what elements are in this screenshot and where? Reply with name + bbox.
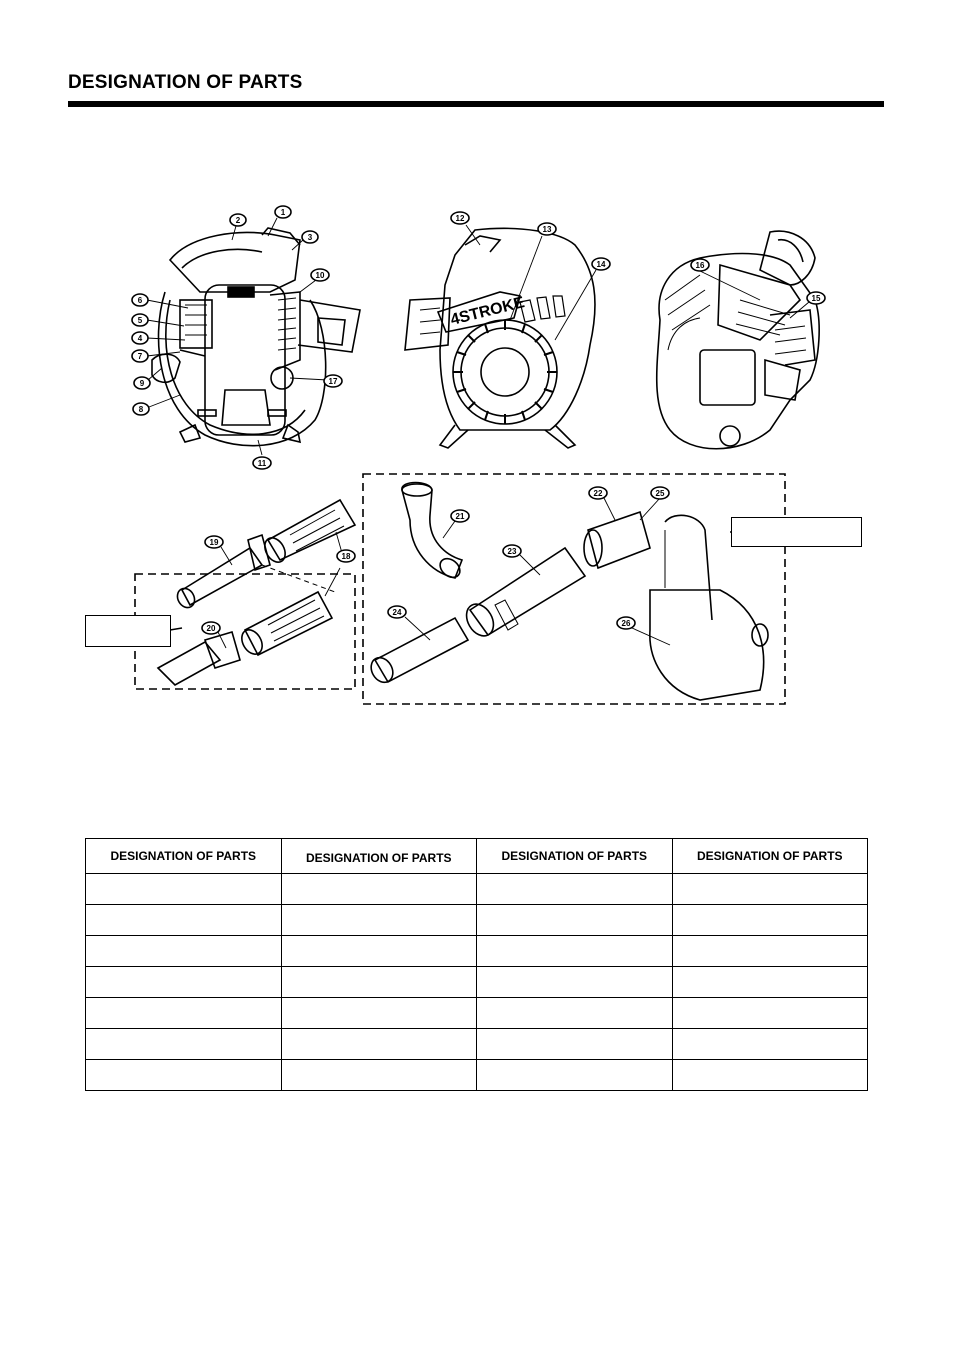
- table-row: [86, 1029, 868, 1060]
- svg-text:12: 12: [455, 214, 465, 223]
- callout-17: [324, 375, 342, 387]
- callout-14: [592, 258, 610, 270]
- table-row: [86, 1060, 868, 1091]
- callout-21: [451, 510, 469, 522]
- callout-26: [617, 617, 635, 629]
- callout-11: [253, 457, 271, 469]
- callout-1: [275, 206, 291, 218]
- blower-pipes: [158, 500, 355, 685]
- callout-23: [503, 545, 521, 557]
- svg-text:14: 14: [596, 260, 606, 269]
- svg-text:17: 17: [328, 377, 338, 386]
- table-cell: [672, 936, 868, 967]
- table-cell: [672, 998, 868, 1029]
- table-cell: [281, 967, 477, 998]
- table-cell: [477, 967, 673, 998]
- callout-12: [451, 212, 469, 224]
- svg-text:20: 20: [206, 624, 216, 633]
- table-cell: [281, 936, 477, 967]
- svg-text:10: 10: [315, 271, 325, 280]
- blower-side-view: [657, 231, 819, 449]
- svg-text:11: 11: [257, 459, 267, 468]
- callout-15: [807, 292, 825, 304]
- svg-text:21: 21: [455, 512, 465, 521]
- callout-25: [651, 487, 669, 499]
- table-cell: [281, 905, 477, 936]
- blower-front-view: [152, 228, 360, 446]
- nozzle-label-box: [85, 615, 171, 647]
- callout-16: [691, 259, 709, 271]
- svg-text:24: 24: [392, 608, 402, 617]
- svg-text:5: 5: [137, 316, 143, 325]
- table-cell: [86, 1060, 282, 1091]
- svg-text:4: 4: [137, 334, 143, 343]
- table-cell: [86, 998, 282, 1029]
- callout-5: [132, 314, 148, 326]
- callout-4: [132, 332, 148, 344]
- table-cell: [672, 905, 868, 936]
- callout-19: [205, 536, 223, 548]
- callout-7: [132, 350, 148, 362]
- table-cell: [477, 1060, 673, 1091]
- page-title: DESIGNATION OF PARTS: [68, 72, 303, 93]
- table-row: [86, 998, 868, 1029]
- svg-text:23: 23: [507, 547, 517, 556]
- callout-22: [589, 487, 607, 499]
- table-cell: [672, 1029, 868, 1060]
- callout-3: [302, 231, 318, 243]
- svg-text:15: 15: [811, 294, 821, 303]
- callout-9: [134, 377, 150, 389]
- callout-markers: [132, 206, 825, 634]
- table-cell: [86, 967, 282, 998]
- table-header-cell: DESIGNATION OF PARTS: [281, 839, 477, 874]
- table-cell: [672, 1060, 868, 1091]
- table-row: [86, 967, 868, 998]
- table-cell: [281, 1060, 477, 1091]
- table-cell: [86, 1029, 282, 1060]
- callout-2: [230, 214, 246, 226]
- table-header-cell: DESIGNATION OF PARTS: [672, 839, 868, 874]
- table-cell: [86, 936, 282, 967]
- table-cell: [477, 936, 673, 967]
- table-row: [86, 874, 868, 905]
- table-header-cell: DESIGNATION OF PARTS: [477, 839, 673, 874]
- callout-10: [311, 269, 329, 281]
- callout-20: [202, 622, 220, 634]
- table-row: [86, 936, 868, 967]
- callout-8: [133, 403, 149, 415]
- vacuum-kit-border: [363, 474, 785, 704]
- svg-text:2: 2: [235, 216, 241, 225]
- callout-13: [538, 223, 556, 235]
- svg-text:6: 6: [137, 296, 143, 305]
- table-cell: [672, 967, 868, 998]
- svg-text:9: 9: [139, 379, 145, 388]
- svg-text:13: 13: [542, 225, 552, 234]
- callout-18: [337, 550, 355, 562]
- svg-text:18: 18: [341, 552, 351, 561]
- table-header-cell: DESIGNATION OF PARTS: [86, 839, 282, 874]
- svg-text:3: 3: [307, 233, 313, 242]
- svg-text:26: 26: [621, 619, 631, 628]
- engine-brand-label: 4STROKE: [448, 294, 527, 329]
- table-cell: [477, 905, 673, 936]
- svg-text:1: 1: [280, 208, 286, 217]
- svg-text:25: 25: [655, 489, 665, 498]
- table-header-row: [86, 839, 868, 874]
- svg-text:19: 19: [209, 538, 219, 547]
- vacuum-kit: [367, 483, 768, 701]
- svg-text:22: 22: [593, 489, 603, 498]
- svg-text:16: 16: [695, 261, 705, 270]
- svg-text:8: 8: [138, 405, 144, 414]
- table-cell: [281, 998, 477, 1029]
- parts-table: [85, 838, 868, 1091]
- svg-text:7: 7: [137, 352, 143, 361]
- table-cell: [672, 874, 868, 905]
- table-cell: [281, 1029, 477, 1060]
- callout-6: [132, 294, 148, 306]
- table-cell: [477, 874, 673, 905]
- table-cell: [86, 874, 282, 905]
- table-cell: [281, 874, 477, 905]
- table-cell: [477, 1029, 673, 1060]
- table-row: [86, 905, 868, 936]
- blower-rear-view: [405, 228, 595, 448]
- vacuum-kit-label-box: [731, 517, 862, 547]
- table-cell: [86, 905, 282, 936]
- callout-24: [388, 606, 406, 618]
- table-cell: [477, 998, 673, 1029]
